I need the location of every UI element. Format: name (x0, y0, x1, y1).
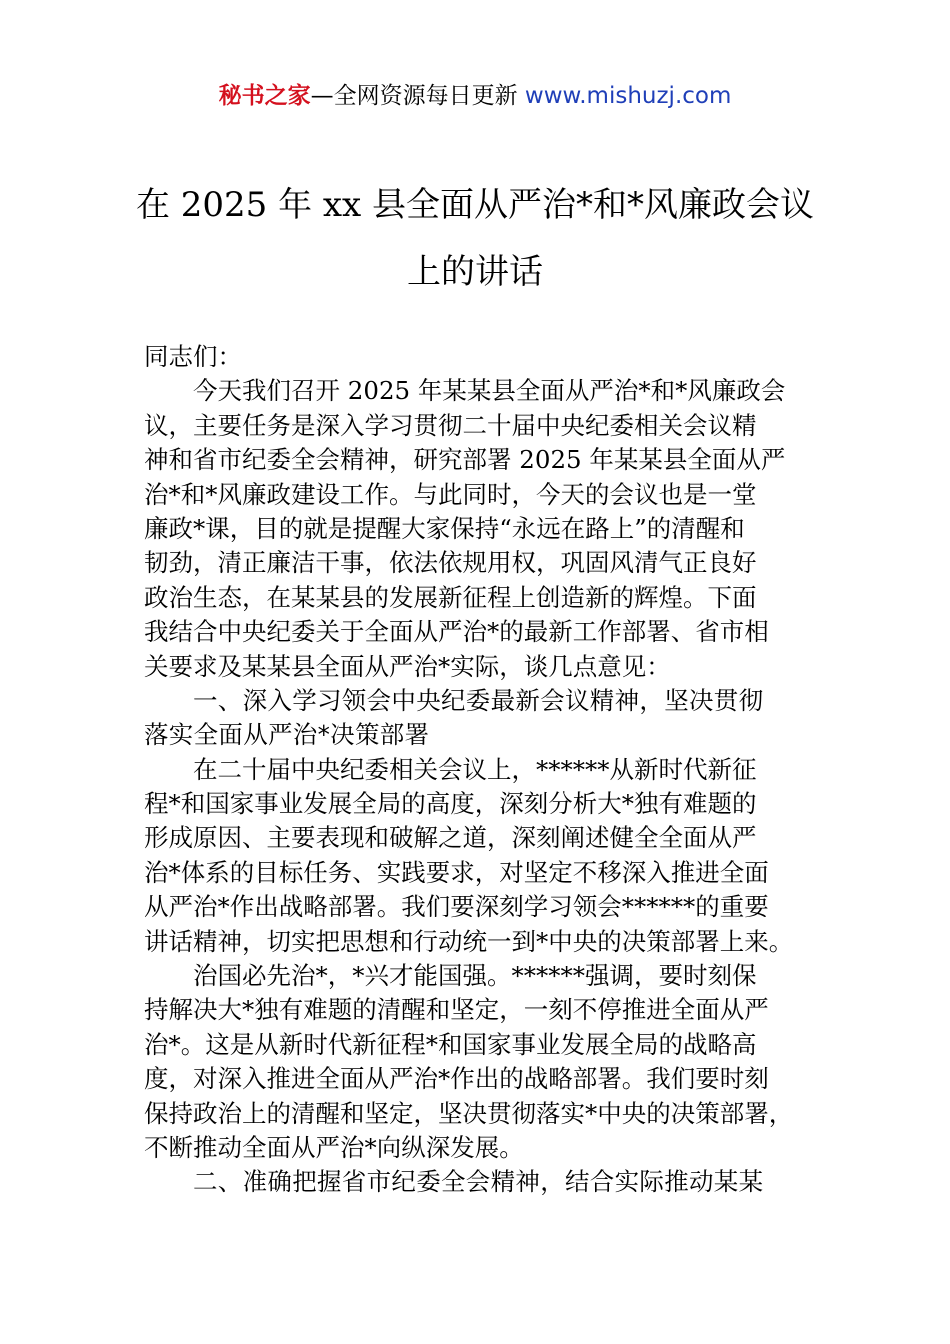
body-text-line: 政治生态，在某某县的发展新征程上创造新的辉煌。下面 (144, 582, 757, 612)
body-text-line: 今天我们召开 2025 年某某县全面从严治*和*风廉政会 (193, 376, 786, 406)
body-text-line: 程*和国家事业发展全局的高度，深刻分析大*独有难题的 (144, 789, 757, 819)
site-header (0, 80, 950, 112)
body-text-line: 我结合中央纪委关于全面从严治*的最新工作部署、省市相 (144, 617, 769, 647)
body-text-line: 治*和*风廉政建设工作。与此同时，今天的会议也是一堂 (144, 479, 757, 509)
body-text-line: 在二十届中央纪委相关会议上，******从新时代新征 (193, 754, 757, 784)
body-text-line: 从严治*作出战略部署。我们要深刻学习领会******的重要 (144, 892, 769, 922)
document-body (144, 340, 834, 1200)
body-text-line: 同志们： (144, 342, 242, 371)
body-text-line: 度，对深入推进全面从严治*作出的战略部署。我们要时刻 (144, 1064, 769, 1094)
body-text-line: 形成原因、主要表现和破解之道，深刻阐述健全全面从严 (144, 823, 757, 853)
body-text-line: 治国必先治*，*兴才能国强。******强调，要时刻保 (193, 961, 757, 991)
document-title (120, 172, 830, 306)
body-text-line: 关要求及某某县全面从严治*实际，谈几点意见： (144, 651, 671, 681)
tagline: —全网资源每日更新 (310, 83, 525, 109)
section-heading-line: 二、准确把握省市纪委全会精神，结合实际推动某某 (193, 1167, 764, 1197)
title-line-1: 在 2025 年 xx 县全面从严治*和*风廉政会议 (135, 185, 815, 225)
body-text-line: 保持政治上的清醒和坚定，坚决贯彻落实*中央的决策部署， (144, 1098, 794, 1128)
section-heading-line: 落实全面从严治*决策部署 (144, 720, 430, 750)
body-text-line: 神和省市纪委全会精神，研究部署 2025 年某某县全面从严 (144, 445, 786, 475)
brand-name: 秘书之家 (218, 83, 311, 109)
body-text-line: 持解决大*独有难题的清醒和坚定，一刻不停推进全面从严 (144, 995, 769, 1025)
section-heading-line: 一、深入学习领会中央纪委最新会议精神，坚决贯彻 (193, 685, 764, 715)
site-link[interactable]: www.mishuzj.com (524, 83, 732, 109)
body-text-line: 讲话精神，切实把思想和行动统一到*中央的决策部署上来。 (144, 926, 794, 956)
body-text-line: 议，主要任务是深入学习贯彻二十届中央纪委相关会议精 (144, 410, 757, 440)
body-text-line: 治*体系的目标任务、实践要求，对坚定不移深入推进全面 (144, 857, 769, 887)
body-text-line: 廉政*课，目的就是提醒大家保持“永远在路上”的清醒和 (144, 513, 745, 543)
title-line-2: 上的讲话 (407, 252, 543, 292)
body-text-line: 治*。这是从新时代新征程*和国家事业发展全局的战略高 (144, 1029, 757, 1059)
body-text-line: 不断推动全面从严治*向纵深发展。 (144, 1132, 524, 1162)
body-text-line: 韧劲，清正廉洁干事，依法依规用权，巩固风清气正良好 (144, 548, 757, 578)
